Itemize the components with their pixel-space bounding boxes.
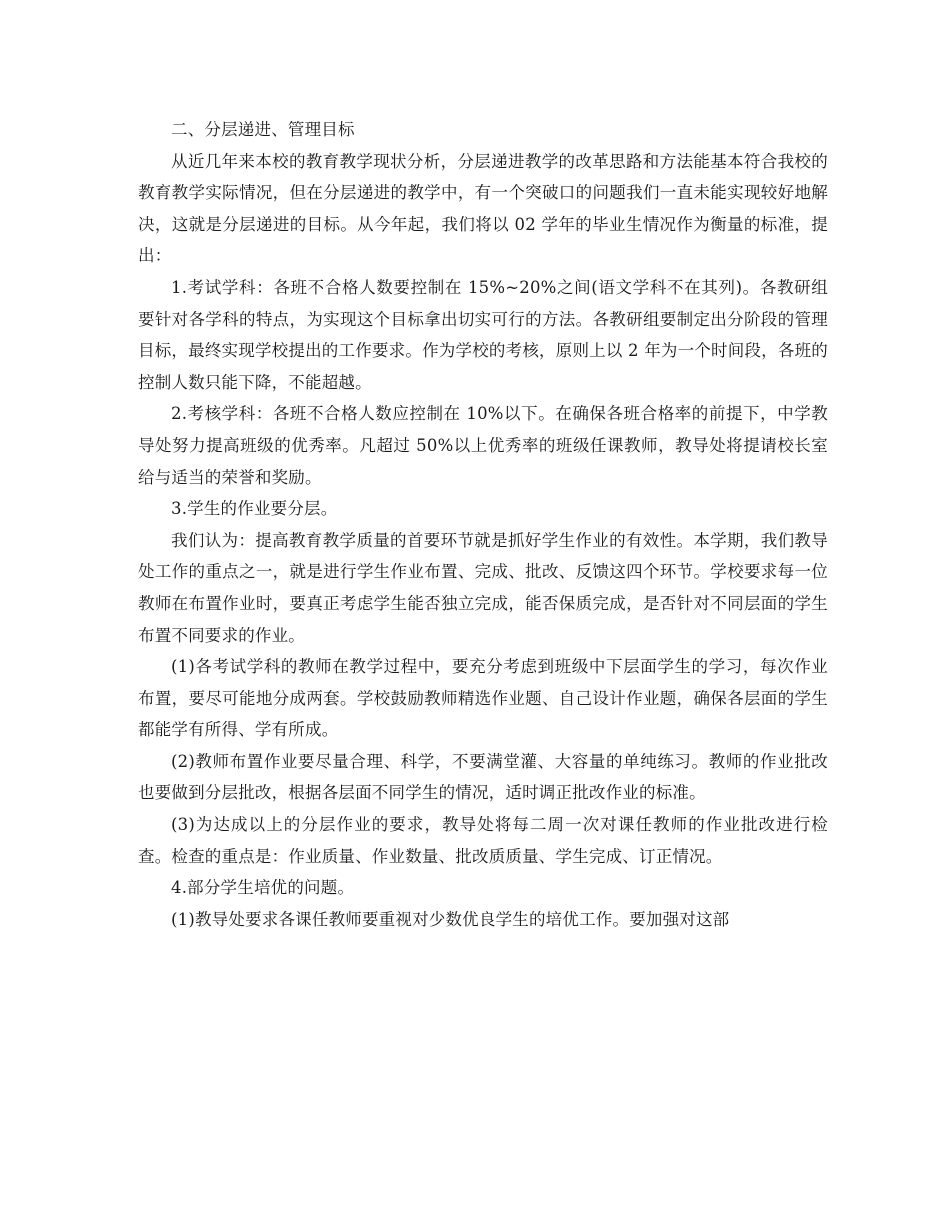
paragraph-subitem-1: (1)各考试学科的教师在教学过程中，要充分考虑到班级中下层面学生的学习，每次作业布置，要尽可能地分成两套。学校鼓励教师精选作业题、自己设计作业题，确保各层面的学生都能学有所得、学有所成。 <box>138 657 828 740</box>
paragraph-subitem-2: (2)教师布置作业要尽量合理、科学，不要满堂灌、大容量的单纯练习。教师的作业批改也要做到分层批改，根据各层面不同学生的情况，适时调正批改作业的标准。 <box>138 751 828 803</box>
paragraph-intro: 从近几年来本校的教育教学现状分析，分层递进教学的改革思路和方法能基本符合我校的教育教学实际情况，但在分层递进的教学中，有一个突破口的问题我们一直未能实现较好地解决，这就是分层递进的目标。从今年起，我们将以 02 学年的毕业生情况作为衡量的标准，提出： <box>138 151 828 266</box>
paragraph-item-4-subitem-1: (1)教导处要求各课任教师要重视对少数优良学生的培优工作。要加强对这部 <box>171 909 730 929</box>
paragraph-item-4-heading: 4.部分学生培优的问题。 <box>171 878 355 898</box>
paragraph-subitem-3: (3)为达成以上的分层作业的要求，教导处将每二周一次对课任教师的作业批改进行检查。检查的重点是：作业质量、作业数量、批改质质量、学生完成、订正情况。 <box>138 815 828 866</box>
section-heading: 二、分层递进、管理目标 <box>171 120 355 139</box>
document-body <box>138 114 828 935</box>
paragraph-item-2: 2.考核学科：各班不合格人数应控制在 10%以下。在确保各班合格率的前提下，中学教导处努力提高班级的优秀率。凡超过 50%以上优秀率的班级任课教师，教导处将提请校长室给与适当的荣誉和奖励。 <box>138 404 828 487</box>
paragraph-item-1: 1.考试学科：各班不合格人数要控制在 15%~20%之间(语文学科不在其列)。各教研组要针对各学科的特点，为实现这个目标拿出切实可行的方法。各教研组要制定出分阶段的管理目标，最终实现学校提出的工作要求。作为学校的考核，原则上以 2 年为一个时间段，各班的控制人数只能下降，不能超越。 <box>138 277 828 392</box>
paragraph-item-3-body: 我们认为：提高教育教学质量的首要环节就是抓好学生作业的有效性。本学期，我们教导处工作的重点之一，就是进行学生作业布置、完成、批改、反馈这四个环节。学校要求每一位教师在布置作业时，要真正考虑学生能否独立完成，能否保质完成，是否针对不同层面的学生布置不同要求的作业。 <box>138 530 828 645</box>
paragraph-item-3-heading: 3.学生的作业要分层。 <box>171 499 338 519</box>
